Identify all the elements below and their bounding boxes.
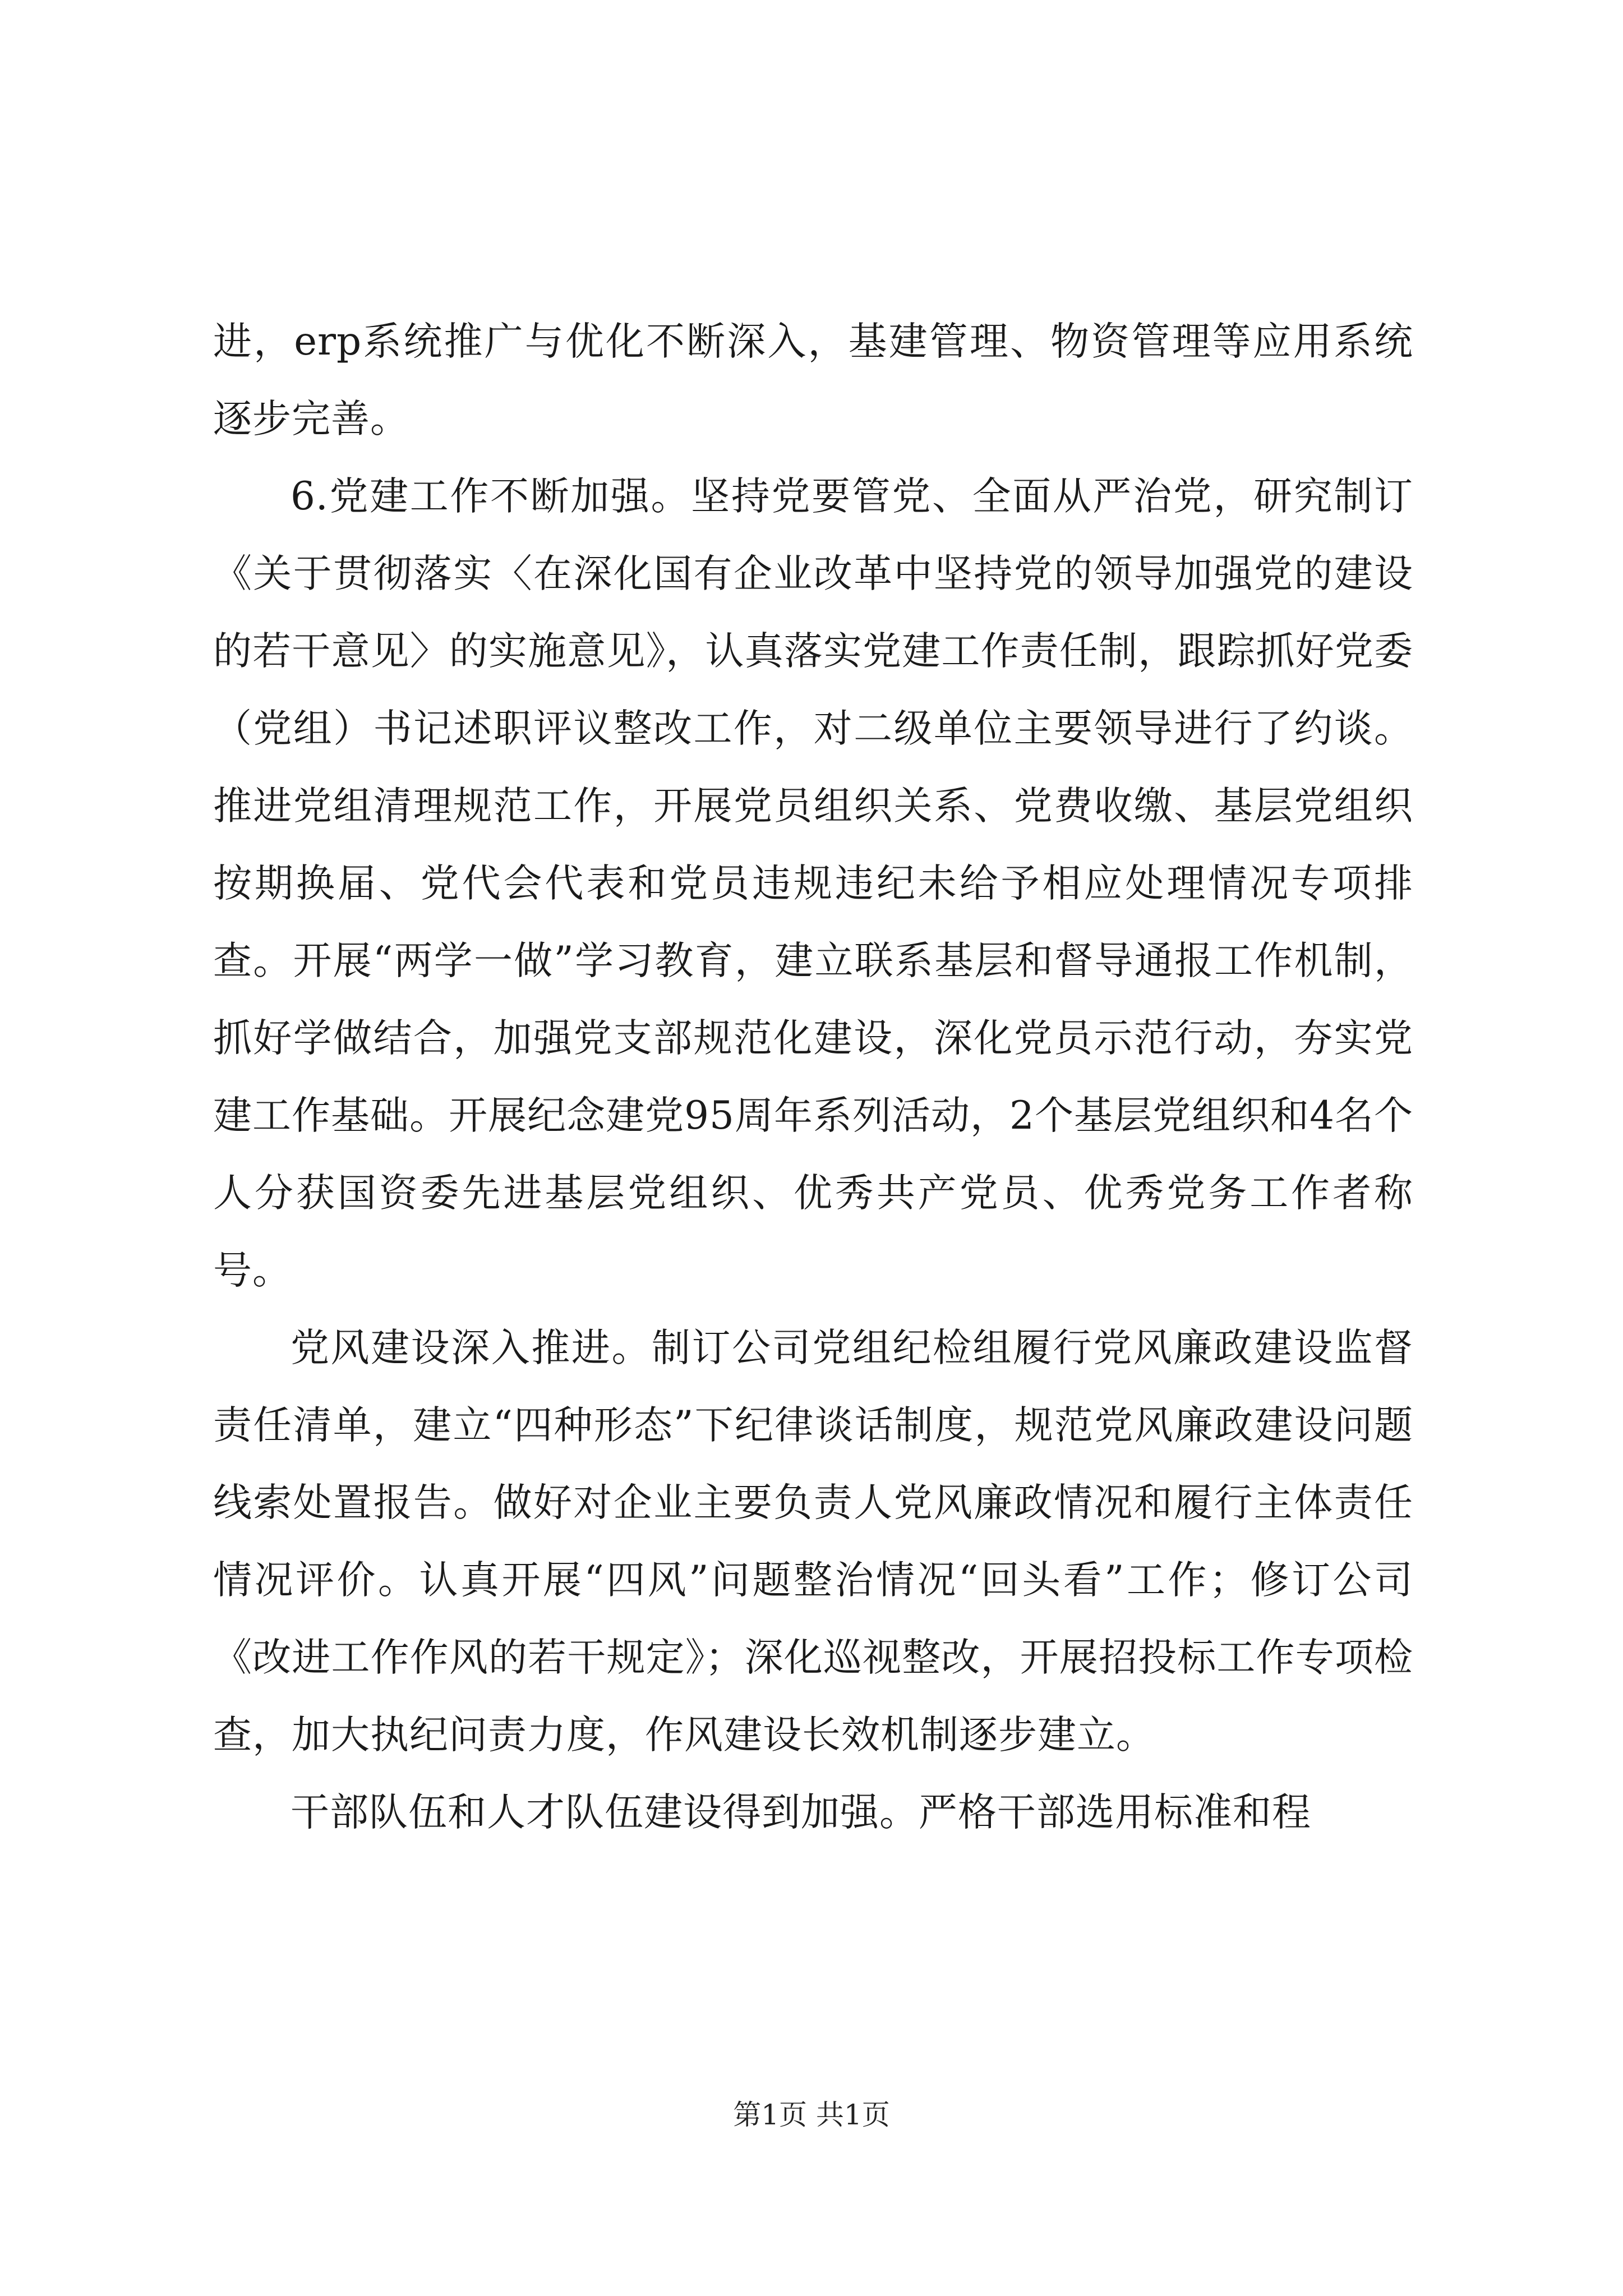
page-number-footer: 第1页 共1页: [733, 2099, 890, 2131]
paragraph-party-building: 6.党建工作不断加强。坚持党要管党、全面从严治党，研究制订《关于贯彻落实〈在深化国有企业改革中坚持党的领导加强党的建设的若干意见〉的实施意见》，认真落实党建工作责任制，跟踪抓好党委（党组）书记述职评议整改工作，对二级单位主要领导进行了约谈。推进党组清理规范工作，开展党员组织关系、党费收缴、基层党组织按期换届、党代会代表和党员违规违纪未给予相应处理情况专项排查。开展“两学一做”学习教育，建立联系基层和督导通报工作机制，抓好学做结合，加强党支部规范化建设，深化党员示范行动，夯实党建工作基础。开展纪念建党95周年系列活动，2个基层党组织和4名个人分获国资委先进基层党组织、优秀共产党员、优秀党务工作者称号。: [213, 474, 1413, 1293]
paragraph-continuation: 进，erp系统推广与优化不断深入，基建管理、物资管理等应用系统逐步完善。: [213, 319, 1413, 441]
document-body: [213, 303, 1413, 1851]
paragraph-cadre-team: 干部队伍和人才队伍建设得到加强。严格干部选用标准和程: [291, 1790, 1311, 1835]
paragraph-party-style: 党风建设深入推进。制订公司党组纪检组履行党风廉政建设监督责任清单，建立“四种形态”下纪律谈话制度，规范党风廉政建设问题线索处置报告。做好对企业主要负责人党风廉政情况和履行主体责任情况评价。认真开展“四风”问题整治情况“回头看”工作；修订公司《改进工作作风的若干规定》；深化巡视整改，开展招投标工作专项检查，加大执纪问责力度，作风建设长效机制逐步建立。: [213, 1326, 1413, 1757]
